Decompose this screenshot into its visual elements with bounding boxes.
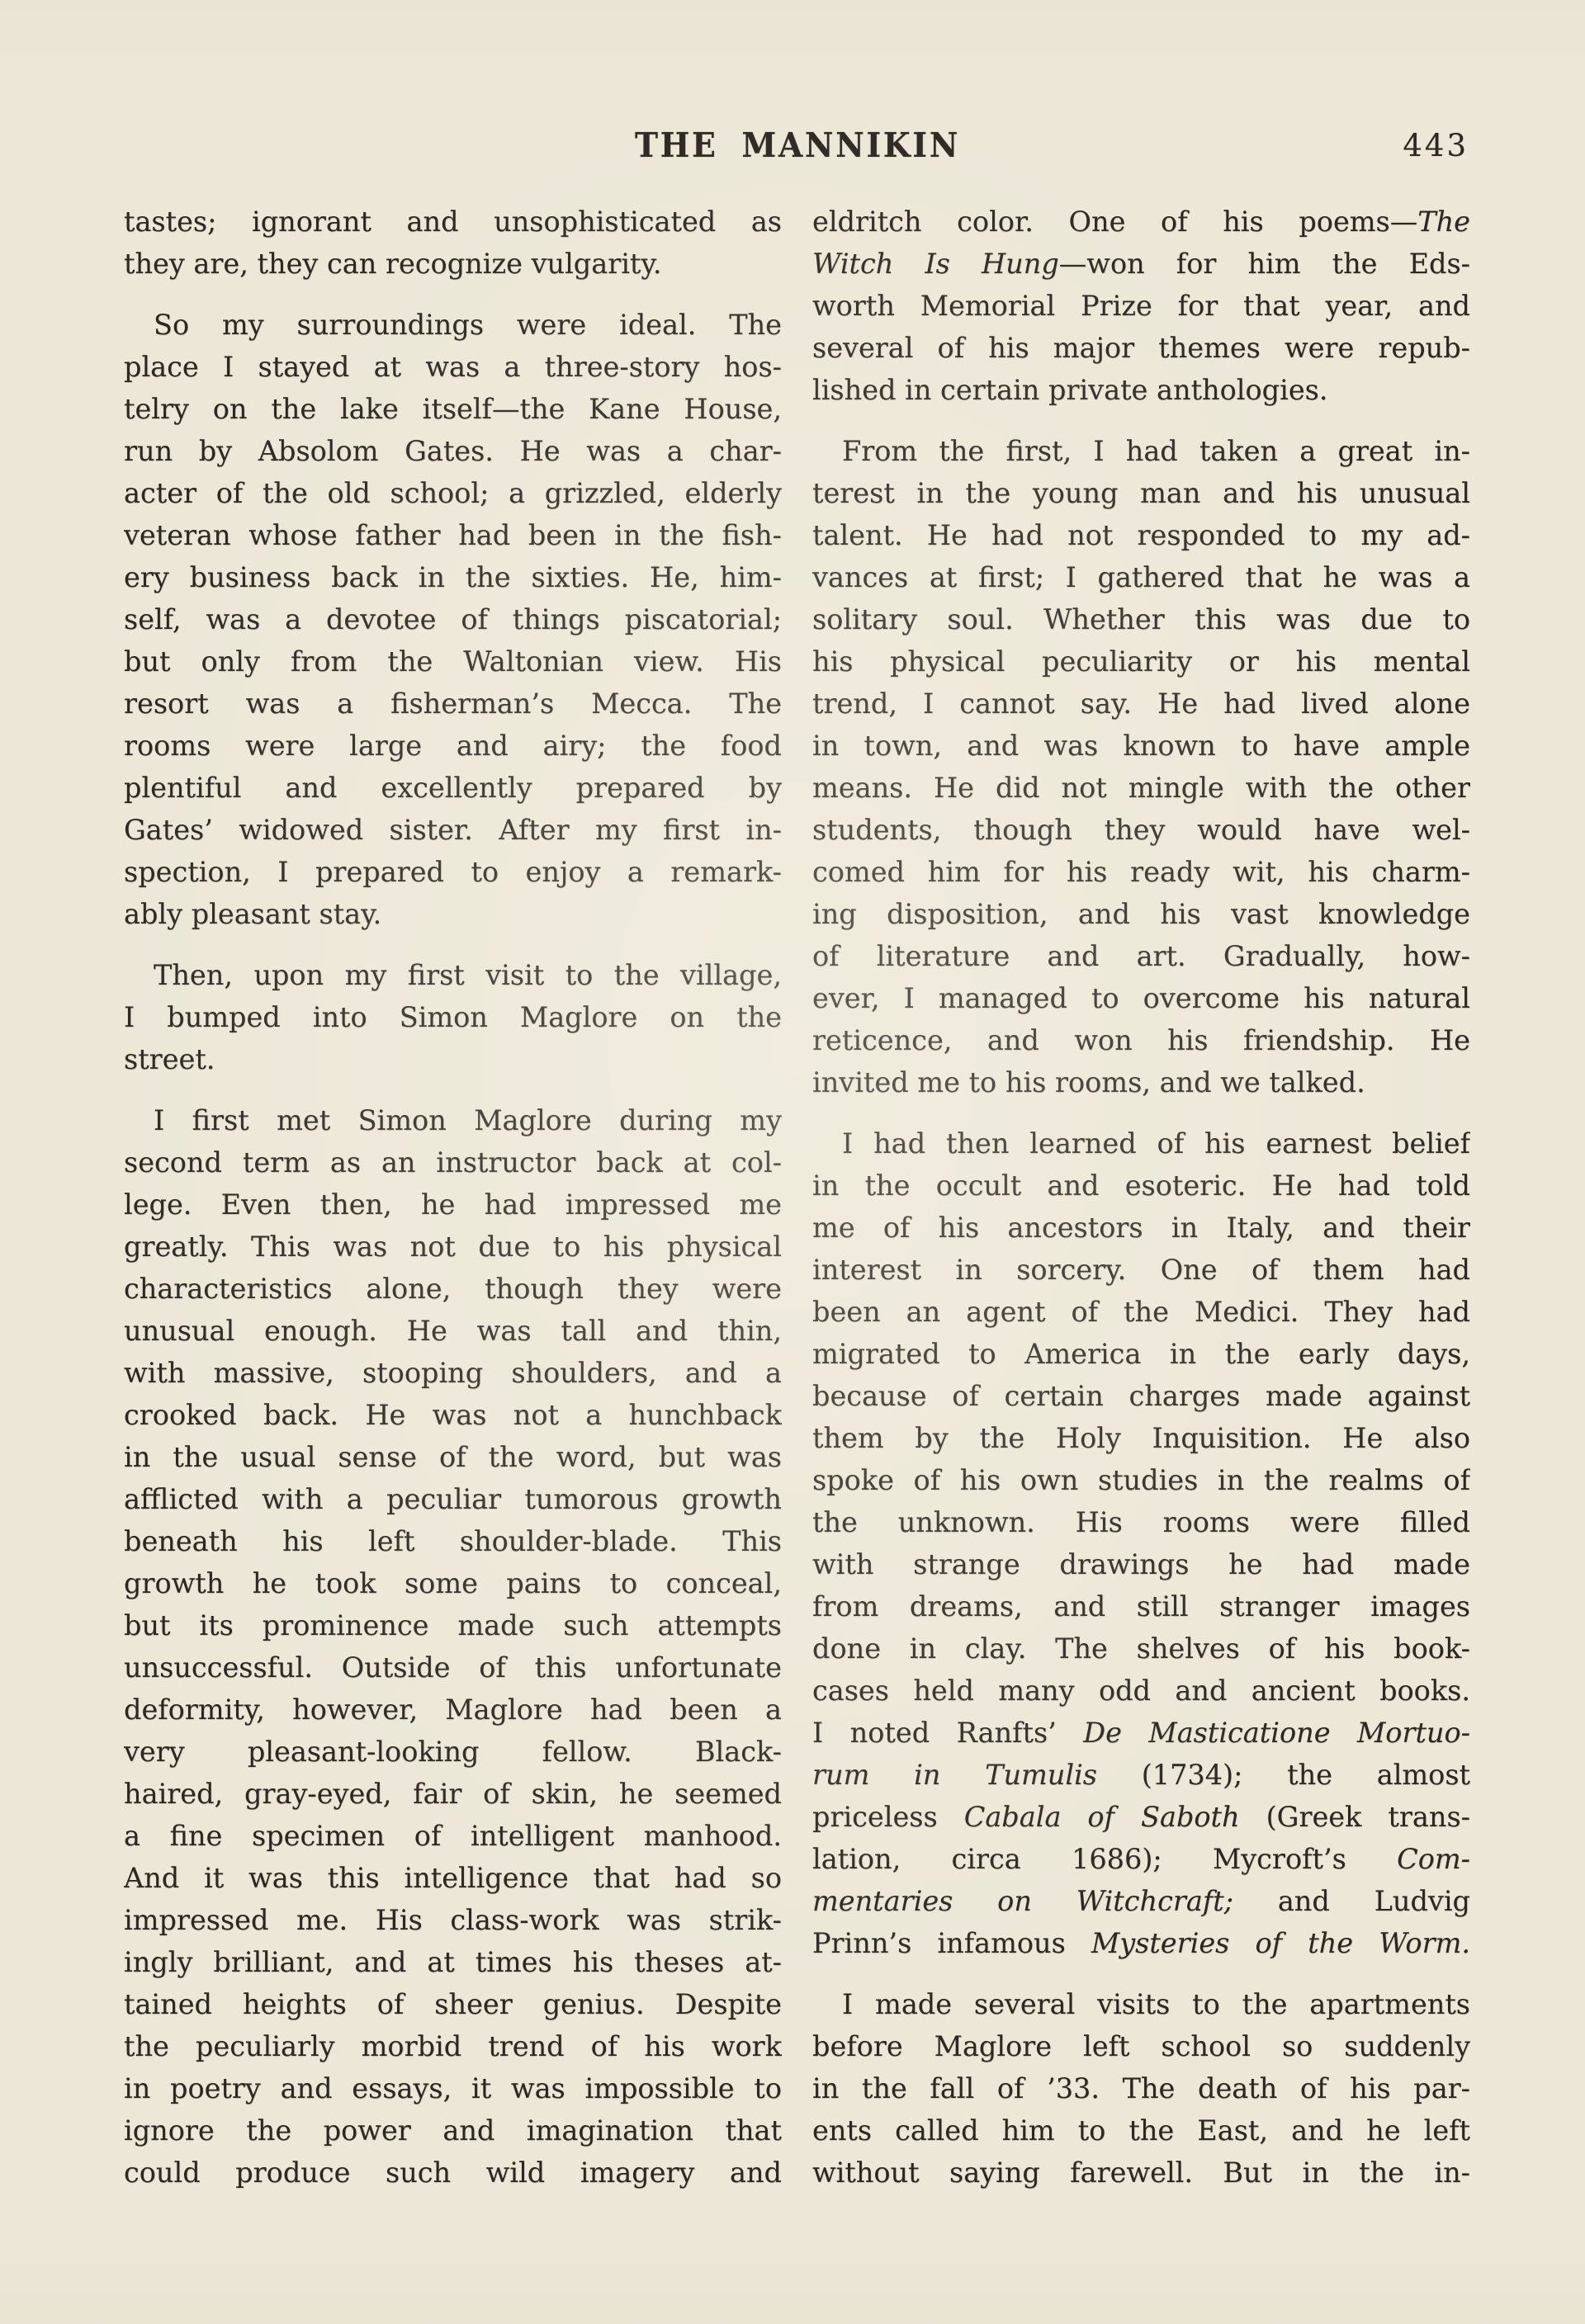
text-line	[812, 1249, 1470, 1291]
running-title: THE MANNIKIN	[634, 125, 960, 165]
text-line	[812, 893, 1470, 935]
text-line	[124, 2152, 782, 2194]
text-line	[812, 1459, 1470, 1501]
text-segment: (1734); the almost	[1097, 1759, 1470, 1791]
text-segment: (Greek trans-	[1239, 1801, 1470, 1833]
text-segment: his physical peculiarity or his mental	[812, 645, 1470, 678]
page-header	[124, 124, 1470, 168]
left-column	[124, 201, 782, 2194]
text-segment: eldritch color. One of his poems—	[812, 205, 1418, 238]
text-line	[812, 1983, 1470, 2025]
text-segment: beneath his left shoulder-blade. This	[124, 1525, 782, 1557]
text-segment: could produce such wild imagery and	[124, 2156, 782, 2189]
text-line	[812, 598, 1470, 640]
text-line	[812, 1543, 1470, 1585]
text-segment: the unknown. His rooms were filled	[812, 1506, 1470, 1538]
text-segment: And it was this intelligence that had so	[124, 1862, 782, 1894]
text-line	[812, 285, 1470, 327]
text-line	[812, 1207, 1470, 1249]
text-line	[124, 201, 782, 243]
text-line	[124, 1604, 782, 1646]
text-segment: ing disposition, and his vast knowledge	[812, 898, 1470, 930]
text-segment: I made several visits to the apartments	[842, 1988, 1470, 2020]
text-segment: terest in the young man and his unusual	[812, 477, 1470, 509]
text-line	[812, 1375, 1470, 1417]
text-line	[812, 556, 1470, 598]
text-line	[124, 996, 782, 1038]
text-segment: before Maglore left school so suddenly	[812, 2030, 1470, 2062]
text-segment: deformity, however, Maglore had been a	[124, 1693, 782, 1726]
paragraph	[812, 201, 1470, 411]
text-segment: in the usual sense of the word, but was	[124, 1441, 782, 1473]
text-segment: ever, I managed to overcome his natural	[812, 982, 1470, 1014]
text-segment: crooked back. He was not a hunchback	[124, 1399, 782, 1431]
text-line	[812, 1754, 1470, 1796]
text-line	[124, 1520, 782, 1562]
text-line	[124, 893, 782, 935]
text-segment: without saying farewell. But in the in-	[812, 2156, 1470, 2189]
text-line	[812, 683, 1470, 725]
text-segment: invited me to his rooms, and we talked.	[812, 1066, 1365, 1098]
text-line	[812, 1417, 1470, 1459]
text-segment: done in clay. The shelves of his book-	[812, 1632, 1470, 1665]
text-segment: very pleasant-looking fellow. Black-	[124, 1736, 782, 1768]
paragraph	[812, 1983, 1470, 2194]
text-line	[124, 472, 782, 514]
text-line	[124, 430, 782, 472]
text-line	[812, 1585, 1470, 1627]
text-line	[812, 1019, 1470, 1061]
text-segment: interest in sorcery. One of them had	[812, 1254, 1470, 1286]
text-segment: I first met Simon Maglore during my	[154, 1104, 782, 1136]
italic-text-segment: De Masticatione Mortuo-	[1083, 1717, 1470, 1749]
text-line	[124, 598, 782, 640]
italic-text-segment: rum in Tumulis	[812, 1759, 1097, 1791]
paragraph	[124, 1099, 782, 2194]
text-line	[812, 2109, 1470, 2152]
italic-text-segment: Cabala of Saboth	[963, 1801, 1240, 1833]
text-line	[812, 1880, 1470, 1922]
text-segment: self, was a devotee of things piscatorial;	[124, 603, 782, 635]
text-line	[812, 767, 1470, 809]
text-line	[124, 1141, 782, 1183]
text-segment: spoke of his own studies in the realms of	[812, 1464, 1470, 1496]
text-line	[124, 1815, 782, 1857]
text-segment: lege. Even then, he had impressed me	[124, 1188, 782, 1221]
paragraph	[124, 954, 782, 1080]
text-segment: and Ludvig	[1233, 1885, 1470, 1917]
text-segment: afflicted with a peculiar tumorous growth	[124, 1483, 782, 1515]
text-line	[124, 1268, 782, 1310]
text-segment: but its prominence made such attempts	[124, 1609, 782, 1641]
text-segment: ignore the power and imagination that	[124, 2114, 782, 2147]
text-line	[124, 1689, 782, 1731]
text-line	[124, 851, 782, 893]
text-segment: worth Memorial Prize for that year, and	[812, 290, 1470, 322]
text-segment: characteristics alone, though they were	[124, 1273, 782, 1305]
text-line	[124, 556, 782, 598]
text-line	[124, 1899, 782, 1941]
text-segment: because of certain charges made against	[812, 1380, 1470, 1412]
text-line	[812, 1627, 1470, 1670]
paragraph	[812, 1122, 1470, 1964]
text-segment: —won for him the Eds-	[1058, 248, 1470, 280]
text-segment: with massive, stooping shoulders, and a	[124, 1357, 782, 1389]
text-segment: me of his ancestors in Italy, and their	[812, 1212, 1470, 1244]
text-line	[812, 1291, 1470, 1333]
text-segment: street.	[124, 1043, 215, 1075]
text-line	[124, 304, 782, 346]
text-line	[124, 809, 782, 851]
text-segment: ery business back in the sixties. He, him-	[124, 561, 782, 593]
text-line	[124, 1226, 782, 1268]
text-line	[124, 1857, 782, 1899]
italic-text-segment: The	[1417, 205, 1470, 238]
text-line	[812, 1838, 1470, 1880]
text-segment: Prinn’s infamous	[812, 1927, 1091, 1959]
text-line	[124, 954, 782, 996]
text-line	[124, 2067, 782, 2109]
text-line	[124, 514, 782, 556]
text-line	[124, 767, 782, 809]
text-line	[812, 1922, 1470, 1964]
text-line	[812, 2152, 1470, 2194]
text-segment: growth he took some pains to conceal,	[124, 1567, 782, 1599]
text-line	[812, 514, 1470, 556]
text-segment: lation, circa 1686); Mycroft’s	[812, 1843, 1398, 1875]
text-segment: been an agent of the Medici. They had	[812, 1296, 1470, 1328]
text-segment: cases held many odd and ancient books.	[812, 1675, 1470, 1707]
text-segment: talent. He had not responded to my ad-	[812, 519, 1470, 551]
text-segment: lished in certain private anthologies.	[812, 374, 1328, 406]
text-segment: From the first, I had taken a great in-	[842, 435, 1470, 467]
text-line	[124, 1038, 782, 1080]
text-segment: veteran whose father had been in the fish-	[124, 519, 782, 551]
paragraph	[124, 201, 782, 285]
text-line	[812, 1122, 1470, 1164]
text-line	[124, 2025, 782, 2067]
text-line	[812, 243, 1470, 285]
text-line	[124, 1562, 782, 1604]
text-line	[124, 1183, 782, 1226]
text-segment: unsuccessful. Outside of this unfortunate	[124, 1651, 782, 1684]
text-line	[812, 809, 1470, 851]
text-segment: rooms were large and airy; the food	[124, 730, 782, 762]
text-segment: resort was a fisherman’s Mecca. The	[124, 687, 782, 720]
text-line	[812, 430, 1470, 472]
text-segment: from dreams, and still stranger images	[812, 1590, 1470, 1623]
text-segment: I had then learned of his earnest belief	[842, 1127, 1470, 1160]
text-line	[812, 725, 1470, 767]
text-line	[812, 472, 1470, 514]
text-line	[812, 369, 1470, 411]
text-segment: a fine specimen of intelligent manhood.	[124, 1820, 782, 1852]
text-segment: several of his major themes were repub-	[812, 332, 1470, 364]
text-segment: telry on the lake itself—the Kane House,	[124, 393, 782, 425]
text-segment: they are, they can recognize vulgarity.	[124, 248, 662, 280]
text-line	[812, 1670, 1470, 1712]
text-line	[124, 388, 782, 430]
text-line	[812, 2025, 1470, 2067]
text-segment: Then, upon my first visit to the village,	[154, 959, 782, 991]
text-line	[812, 640, 1470, 683]
text-line	[812, 1164, 1470, 1207]
text-segment: run by Absolom Gates. He was a char-	[124, 435, 782, 467]
text-segment: tained heights of sheer genius. Despite	[124, 1988, 782, 2020]
text-segment: reticence, and won his friendship. He	[812, 1024, 1470, 1056]
text-segment: means. He did not mingle with the other	[812, 772, 1470, 804]
text-line	[124, 1310, 782, 1352]
text-line	[812, 327, 1470, 369]
italic-text-segment: Mysteries of the Worm.	[1091, 1927, 1470, 1959]
text-segment: spection, I prepared to enjoy a remark-	[124, 856, 782, 888]
text-line	[124, 683, 782, 725]
text-line	[812, 935, 1470, 977]
paragraph	[124, 304, 782, 935]
text-line	[812, 1796, 1470, 1838]
text-line	[812, 1712, 1470, 1754]
text-segment: unusual enough. He was tall and thin,	[124, 1315, 782, 1347]
text-segment: I noted Ranfts’	[812, 1717, 1084, 1749]
text-line	[124, 640, 782, 683]
text-line	[124, 1436, 782, 1478]
text-line	[124, 1941, 782, 1983]
text-segment: the peculiarly morbid trend of his work	[124, 2030, 782, 2062]
text-segment: in poetry and essays, it was impossible to	[124, 2072, 782, 2104]
text-segment: in the occult and esoteric. He had told	[812, 1169, 1470, 1202]
text-segment: impressed me. His class-work was strik-	[124, 1904, 782, 1936]
text-segment: ents called him to the East, and he left	[812, 2114, 1470, 2147]
text-line	[812, 977, 1470, 1019]
text-line	[124, 1646, 782, 1689]
text-segment: migrated to America in the early days,	[812, 1338, 1470, 1370]
italic-text-segment: Witch Is Hung	[812, 248, 1059, 280]
text-line	[812, 851, 1470, 893]
text-segment: ably pleasant stay.	[124, 898, 382, 930]
text-line	[124, 1983, 782, 2025]
italic-text-segment: mentaries on Witchcraft;	[812, 1885, 1233, 1917]
text-segment: of literature and art. Gradually, how-	[812, 940, 1470, 972]
text-segment: with strange drawings he had made	[812, 1548, 1470, 1580]
italic-text-segment: Com-	[1397, 1843, 1470, 1875]
text-segment: in town, and was known to have ample	[812, 730, 1470, 762]
text-segment: in the fall of ’33. The death of his par-	[812, 2072, 1470, 2104]
text-segment: place I stayed at was a three-story hos-	[124, 351, 782, 383]
text-segment: them by the Holy Inquisition. He also	[812, 1422, 1470, 1454]
text-segment: trend, I cannot say. He had lived alone	[812, 687, 1470, 720]
text-line	[812, 1333, 1470, 1375]
text-line	[124, 1394, 782, 1436]
text-segment: priceless	[812, 1801, 964, 1833]
text-segment: second term as an instructor back at col-	[124, 1146, 782, 1179]
text-segment: Gates’ widowed sister. After my first in-	[124, 814, 782, 846]
text-line	[124, 725, 782, 767]
text-segment: comed him for his ready wit, his charm-	[812, 856, 1470, 888]
text-segment: solitary soul. Whether this was due to	[812, 603, 1470, 635]
text-segment: vances at first; I gathered that he was a	[812, 561, 1470, 593]
text-segment: haired, gray-eyed, fair of skin, he seemed	[124, 1778, 782, 1810]
text-line	[124, 1099, 782, 1141]
text-segment: acter of the old school; a grizzled, elderly	[124, 477, 782, 509]
paragraph	[812, 430, 1470, 1103]
text-segment: plentiful and excellently prepared by	[124, 772, 782, 804]
text-segment: greatly. This was not due to his physical	[124, 1230, 782, 1263]
text-segment: students, though they would have wel-	[812, 814, 1470, 846]
text-line	[124, 1731, 782, 1773]
text-line	[812, 1501, 1470, 1543]
text-line	[124, 243, 782, 285]
page-number: 443	[1403, 128, 1469, 163]
text-line	[124, 346, 782, 388]
text-line	[124, 2109, 782, 2152]
text-line	[124, 1773, 782, 1815]
text-line	[124, 1478, 782, 1520]
text-line	[812, 2067, 1470, 2109]
text-line	[812, 1061, 1470, 1103]
text-segment: I bumped into Simon Maglore on the	[124, 1001, 782, 1033]
text-segment: So my surroundings were ideal. The	[154, 309, 782, 341]
text-segment: but only from the Waltonian view. His	[124, 645, 782, 678]
text-segment: ingly brilliant, and at times his theses at-	[124, 1946, 782, 1978]
text-line	[124, 1352, 782, 1394]
right-column	[812, 201, 1470, 2194]
text-segment: tastes; ignorant and unsophisticated as	[124, 205, 782, 238]
text-line	[812, 201, 1470, 243]
